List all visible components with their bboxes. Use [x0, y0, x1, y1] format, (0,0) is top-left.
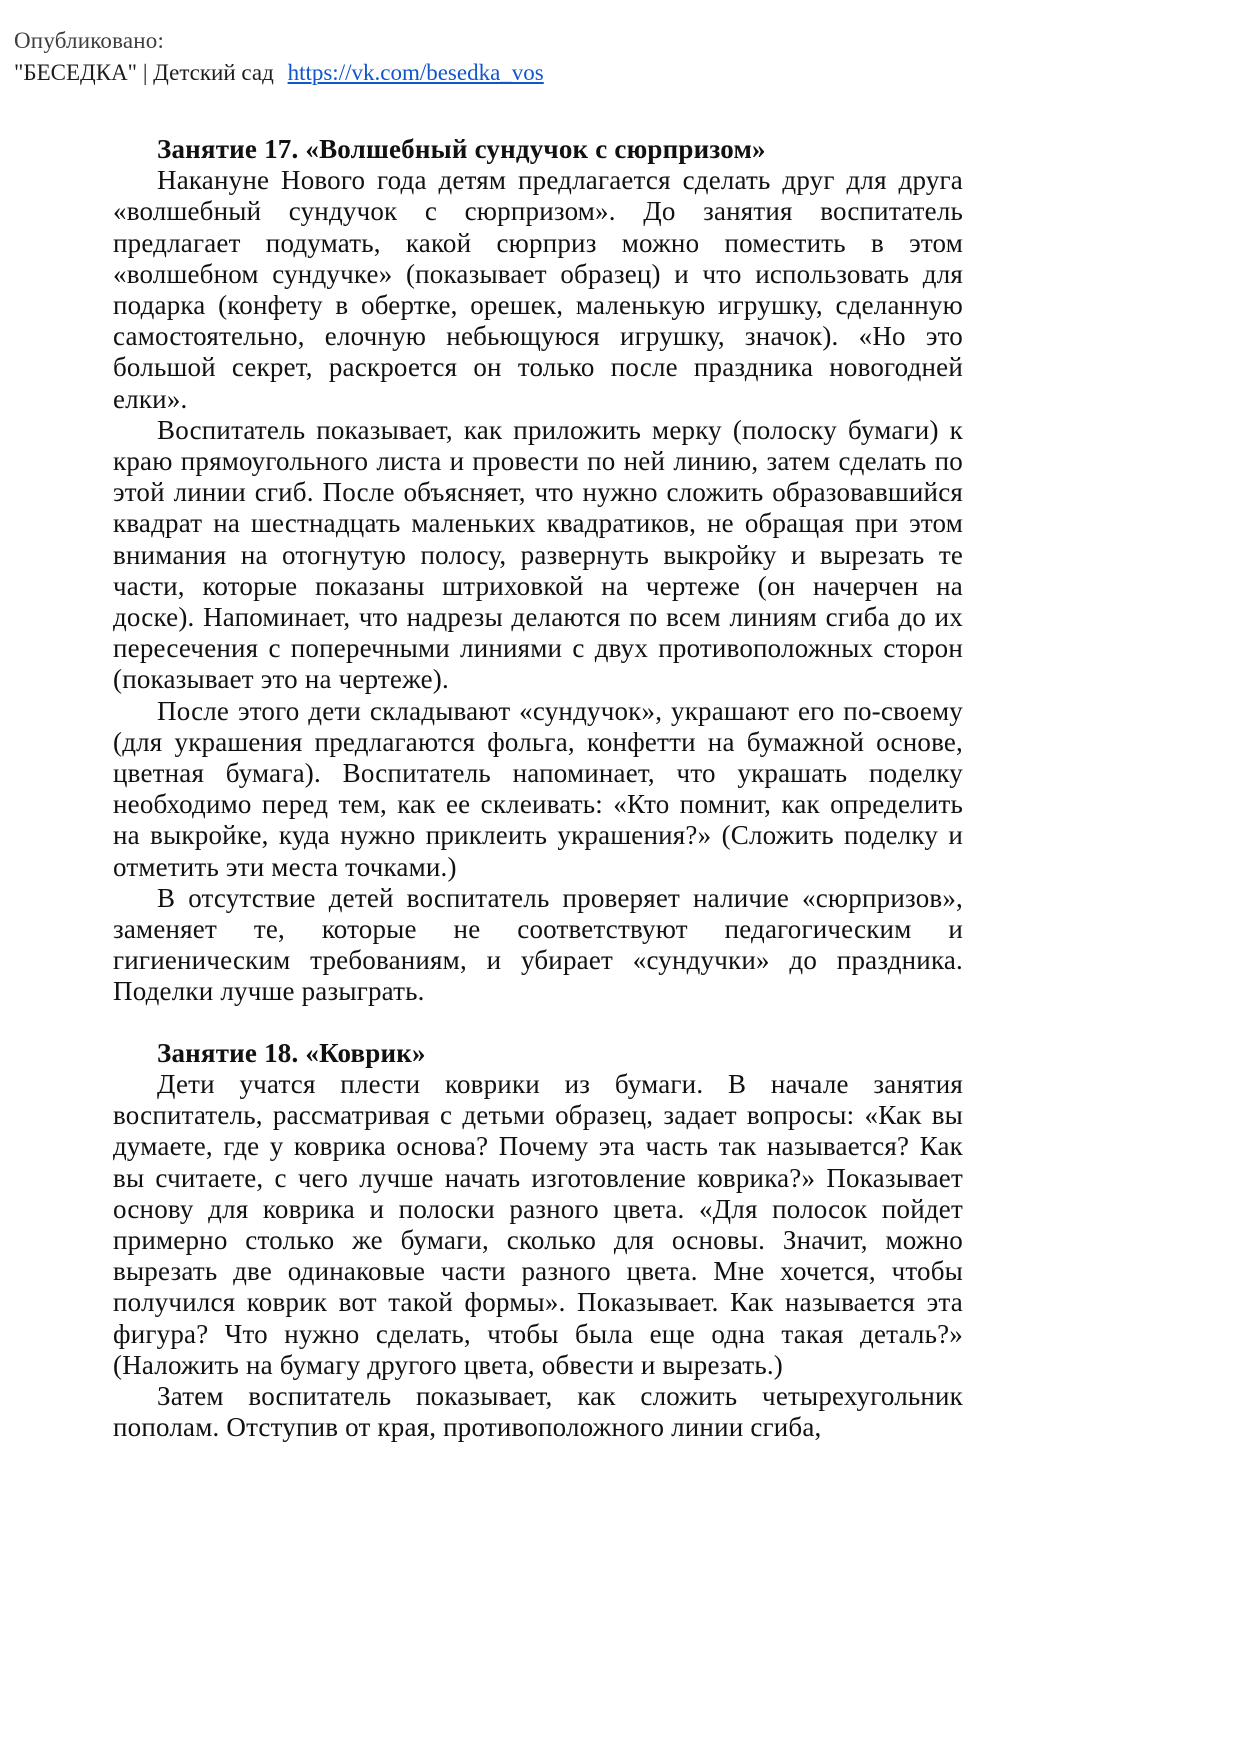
section-heading-lesson-18: Занятие 18. «Коврик» [157, 1037, 426, 1068]
source-link[interactable]: https://vk.com/besedka_vos [287, 60, 544, 85]
published-label: Опубликовано: [14, 28, 165, 53]
paragraph: Воспитатель показывает, как приложить мерку (полоску бумаги) к краю прямоугольного листа и провести по ней линию, затем сделать по этой линии сгиб. После объясняет, что нужно сложить образовавшийся квадрат на шестнадцать маленьких квадратиков, не обращая при этом внимания на отогнутую полосу, развернуть выкройку и вырезать те части, которые показаны штриховкой на чертеже (он начерчен на доске). Напоминает, что надрезы делаются по всем линиям сгиба до их пересечения с поперечными линиями с двух противоположных сторон (показывает это на чертеже). [113, 414, 963, 695]
section-lesson-18 [113, 1038, 963, 1444]
paragraph: В отсутствие детей воспитатель проверяет наличие «сюрпризов», заменяет те, которые не соответствуют педагогическим и гигиеническим требованиям, и убирает «сундучки» до праздника. Поделки лучше разыграть. [113, 882, 963, 1007]
paragraph: Накануне Нового года детям предлагается сделать друг для друга «волшебный сундучок с сюрпризом». До занятия воспитатель предлагает подумать, какой сюрприз можно поместить в этом «волшебном сундучке» (показывает образец) и что использовать для подарка (конфету в обертке, орешек, маленькую игрушку, сделанную самостоятельно, елочную небьющуюся игрушку, значок). «Но это большой секрет, раскроется он только после праздника новогодней елки». [113, 165, 963, 414]
document-body [113, 134, 963, 1443]
paragraph: Затем воспитатель показывает, как сложить четырехугольник пополам. Отступив от края, противоположного линии сгиба, [113, 1380, 963, 1443]
source-name: "БЕСЕДКА" | Детский сад [14, 60, 274, 85]
paragraph: После этого дети складывают «сундучок», украшают его по-своему (для украшения предлагаются фольга, конфетти на бумажной основе, цветная бумага). Воспитатель напоминает, что украшать поделку необходимо перед тем, как ее склеивать: «Кто помнит, как определить на выкройке, куда нужно приклеить украшения?» (Сложить поделку и отметить эти места точками.) [113, 695, 963, 882]
paragraph: Дети учатся плести коврики из бумаги. В начале занятия воспитатель, рассматривая с детьми образец, задает вопросы: «Как вы думаете, где у коврика основа? Почему эта часть так называется? Как вы считаете, с чего лучше начать изготовление коврика?» Показывает основу для коврика и полоски разного цвета. «Для полосок пойдет примерно столько же бумаги, сколько для основы. Значит, можно вырезать две одинаковые части разного цвета. Мне хочется, чтобы получился коврик вот такой формы». Показывает. Как называется эта фигура? Что нужно сделать, чтобы была еще одна такая деталь?» (Наложить на бумагу другого цвета, обвести и вырезать.) [113, 1068, 963, 1380]
section-lesson-17 [113, 134, 963, 1008]
section-heading-lesson-17: Занятие 17. «Волшебный сундучок с сюрпризом» [157, 134, 766, 164]
page-header [14, 26, 544, 88]
source-line [14, 58, 544, 88]
